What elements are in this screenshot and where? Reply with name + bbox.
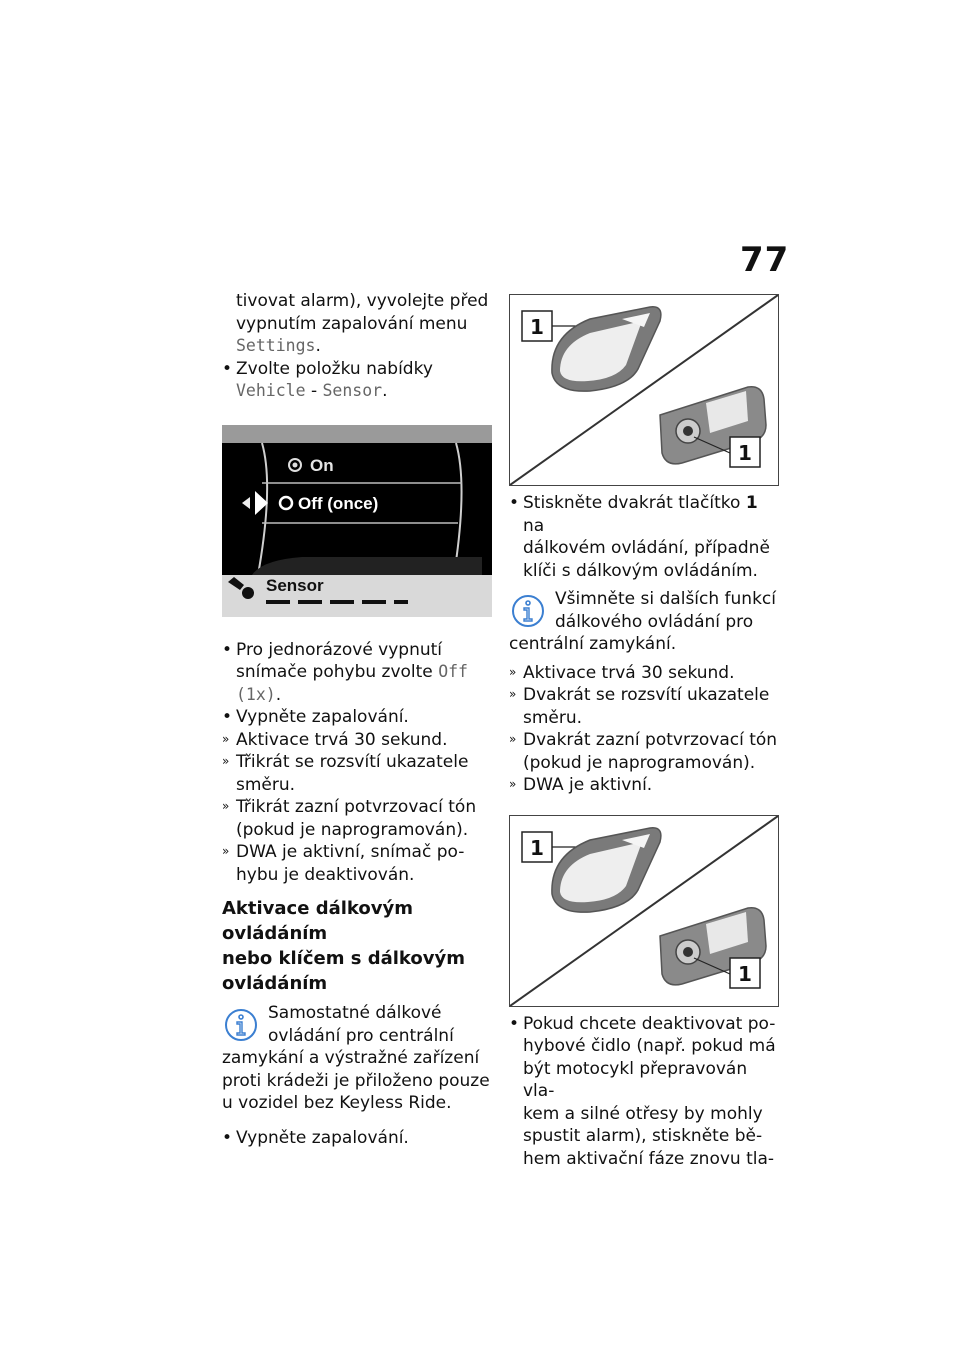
result-30s-right: » Aktivace trvá 30 sekund. [509, 662, 783, 685]
intro-text-1: tivovat alarm), vyvolejte před [236, 291, 489, 311]
sensor-menu-code: Sensor [322, 381, 383, 400]
bullet-oneoff-2 [222, 661, 494, 684]
result-dwa-1: » DWA je aktivní, snímač po- [222, 841, 494, 864]
heading-line-2: nebo klíčem s dálkovým [222, 948, 466, 969]
remote-key-illustration-1 [510, 295, 778, 485]
label-1-bottom: 1 [738, 961, 752, 986]
result-indicators-right-2: směru. [523, 707, 583, 728]
display-option-on: On [310, 455, 334, 475]
bullet-select-item: • Zvolte položku nabídky [222, 358, 494, 381]
bullet-deactivate-6: hem aktivační fáze znovu tla- [523, 1148, 775, 1169]
display-illustration [222, 425, 492, 617]
once-menu-code: (1x) [236, 684, 276, 704]
right-column [509, 294, 783, 1170]
info-icon [511, 594, 545, 628]
info-icon [224, 1008, 258, 1042]
label-1-bottom: 1 [738, 441, 752, 465]
bullet-press-twice [509, 492, 783, 537]
result-30s: » Aktivace trvá 30 sekund. [222, 729, 494, 752]
heading-line-1: Aktivace dálkovým ovládáním [222, 898, 413, 944]
settings-menu-code: Settings [236, 336, 316, 355]
button-number-ref: 1 [745, 493, 758, 513]
note-2-line-1: Všimněte si dalších funkcí [555, 589, 776, 609]
info-note-1 [222, 1002, 494, 1115]
bullet-deactivate-1: • Pokud chcete deaktivovat po- [509, 1013, 783, 1036]
display-footer-sensor: Sensor [266, 575, 324, 595]
note-2-line-3: centrální zamykání. [509, 634, 677, 654]
result-tone-right-2: (pokud je naprogramován). [523, 752, 756, 773]
menu-path-separator: - [305, 381, 323, 401]
note-1-line-2: ovládání pro centrální [268, 1025, 454, 1046]
menu-path-period: . [382, 381, 388, 401]
heading-line-3: ovládáním [222, 973, 328, 994]
note-1-line-5: u vozidel bez Keyless Ride. [222, 1093, 452, 1113]
bullet-oneoff-1: • Pro jednorázové vypnutí [222, 639, 494, 662]
off-menu-code: Off [438, 662, 468, 681]
remote-key-figure-2 [509, 815, 779, 1007]
bullet-press-line-2: dálkovém ovládání, případně [523, 538, 770, 558]
remote-key-figure-1 [509, 294, 779, 486]
note-1-line-1: Samostatné dálkové [268, 1003, 442, 1023]
remote-key-illustration-2 [510, 816, 778, 1006]
bullet-press-text-2: na [523, 515, 545, 536]
menu-path-line [222, 380, 494, 403]
page-number: 77 [740, 240, 790, 280]
bullet-deactivate-2: hybové čidlo (např. pokud má [523, 1036, 776, 1056]
bullet-press-line-3: klíči s dálkovým ovládáním. [523, 560, 758, 581]
bullet-deactivate-5: spustit alarm), stiskněte bě- [523, 1126, 763, 1146]
section-heading [222, 896, 494, 996]
note-2-line-2: dálkového ovládání pro [555, 611, 754, 632]
result-tone-right-1: » Dvakrát zazní potvrzovací tón [509, 729, 783, 752]
display-option-off-once: Off (once) [298, 493, 379, 513]
instrument-display-image [222, 425, 492, 617]
vehicle-menu-code: Vehicle [236, 381, 306, 400]
result-indicators-2: směru. [236, 774, 296, 795]
result-indicators-right-1: » Dvakrát se rozsvítí ukazatele [509, 684, 783, 707]
bullet-oneoff-2-text: snímače pohybu zvolte [236, 662, 433, 682]
bullet-oneoff-3 [222, 684, 494, 707]
label-1-top: 1 [530, 315, 544, 339]
result-tone-2: (pokud je naprogramován). [236, 819, 469, 840]
result-indicators-1: » Třikrát se rozsvítí ukazatele [222, 751, 494, 774]
bullet-deactivate-4: kem a silné otřesy by mohly [523, 1103, 763, 1124]
note-1-line-4: proti krádeži je přiloženo pouze [222, 1070, 490, 1091]
bullet-ignition-off: • Vypněte zapalování. [222, 706, 494, 729]
oneoff-period: . [275, 684, 282, 705]
intro-text-2: vypnutím zapalování menu [236, 313, 468, 334]
result-tone-1: » Třikrát zazní potvrzovací tón [222, 796, 494, 819]
info-note-2 [509, 588, 783, 656]
bullet-ignition-off-2: • Vypněte zapalování. [222, 1127, 494, 1150]
intro-code-line [222, 335, 494, 358]
result-dwa-right: » DWA je aktivní. [509, 774, 783, 797]
note-1-line-3: zamykání a výstražné zařízení [222, 1048, 480, 1068]
bullet-deactivate-3: být motocykl přepravován vla- [523, 1058, 748, 1101]
result-dwa-2: hybu je deaktivován. [236, 864, 415, 885]
bullet-press-text-1: Stiskněte dvakrát tlačítko [523, 493, 741, 513]
intro-period: . [315, 336, 321, 356]
label-1-top: 1 [530, 835, 544, 860]
left-column [222, 290, 494, 1149]
